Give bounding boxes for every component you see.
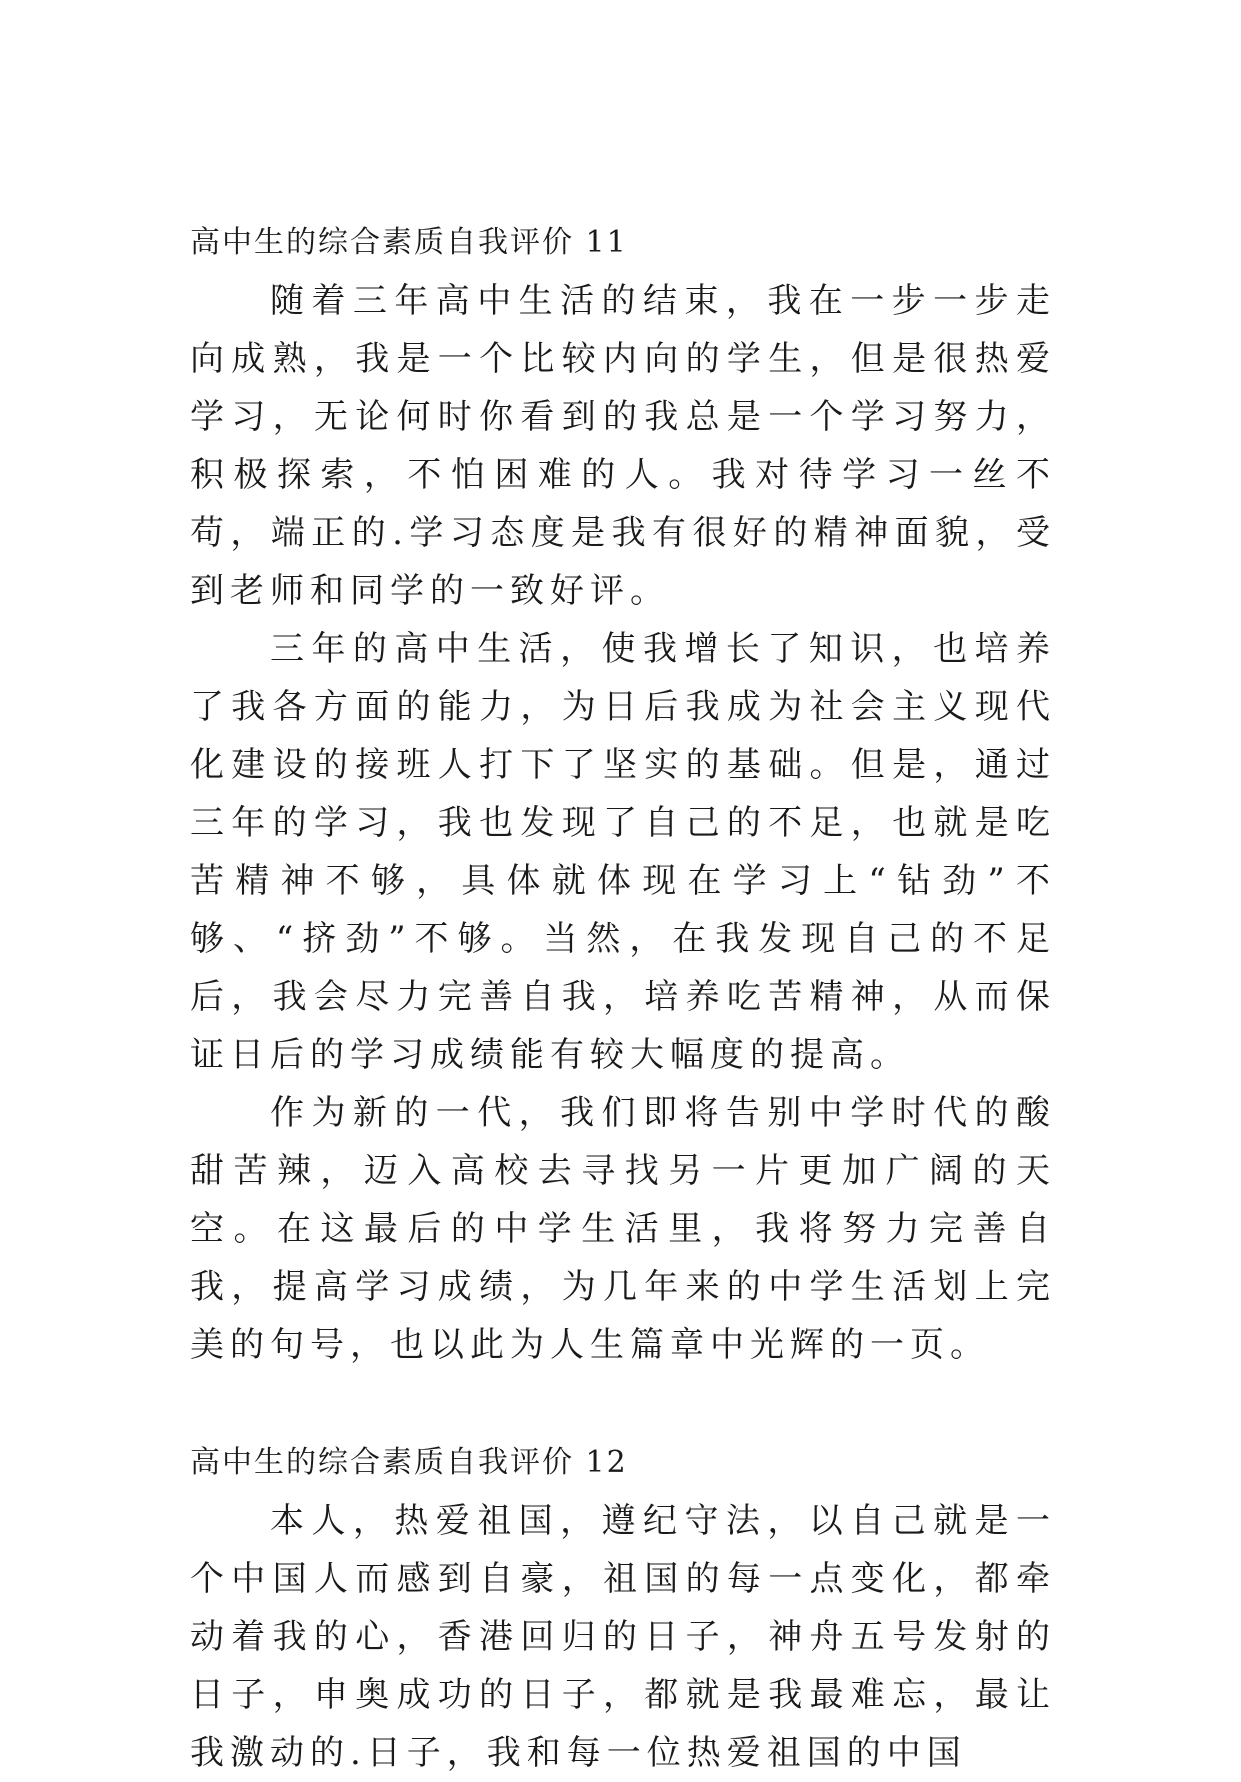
section-heading-11: 高中生的综合素质自我评价 11 [190,225,628,260]
paragraph: 随着三年高中生活的结束，我在一步一步走向成熟，我是一个比较内向的学生，但是很热爱学习，无论何时你看到的我总是一个学习努力，积极探索，不怕困难的人。我对待学习一丝不苟，端正的.学习态度是我有很好的精神面貌，受到老师和同学的一致好评。 [190,281,1056,611]
section-spacer [190,1374,1056,1434]
paragraph: 三年的高中生活，使我增长了知识，也培养了我各方面的能力，为日后我成为社会主义现代化建设的接班人打下了坚实的基础。但是，通过三年的学习，我也发现了自己的不足，也就是吃苦精神不够，具体就体现在学习上“钻劲”不够、“挤劲”不够。当然，在我发现自己的不足后，我会尽力完善自我，培养吃苦精神，从而保证日后的学习成绩能有较大幅度的提高。 [190,629,1056,1075]
paragraph: 作为新的一代，我们即将告别中学时代的酸甜苦辣，迈入高校去寻找另一片更加广阔的天空。在这最后的中学生活里，我将努力完善自我，提高学习成绩，为几年来的中学生活划上完美的句号，也以此为人生篇章中光辉的一页。 [190,1093,1056,1365]
document-body [190,214,1056,1782]
section-heading-12: 高中生的综合素质自我评价 12 [190,1445,628,1480]
paragraph: 本人，热爱祖国，遵纪守法，以自己就是一个中国人而感到自豪，祖国的每一点变化，都牵动着我的心，香港回归的日子，神舟五号发射的日子，申奥成功的日子，都就是我最难忘，最让我激动的.日子，我和每一位热爱祖国的中国 [190,1501,1056,1773]
